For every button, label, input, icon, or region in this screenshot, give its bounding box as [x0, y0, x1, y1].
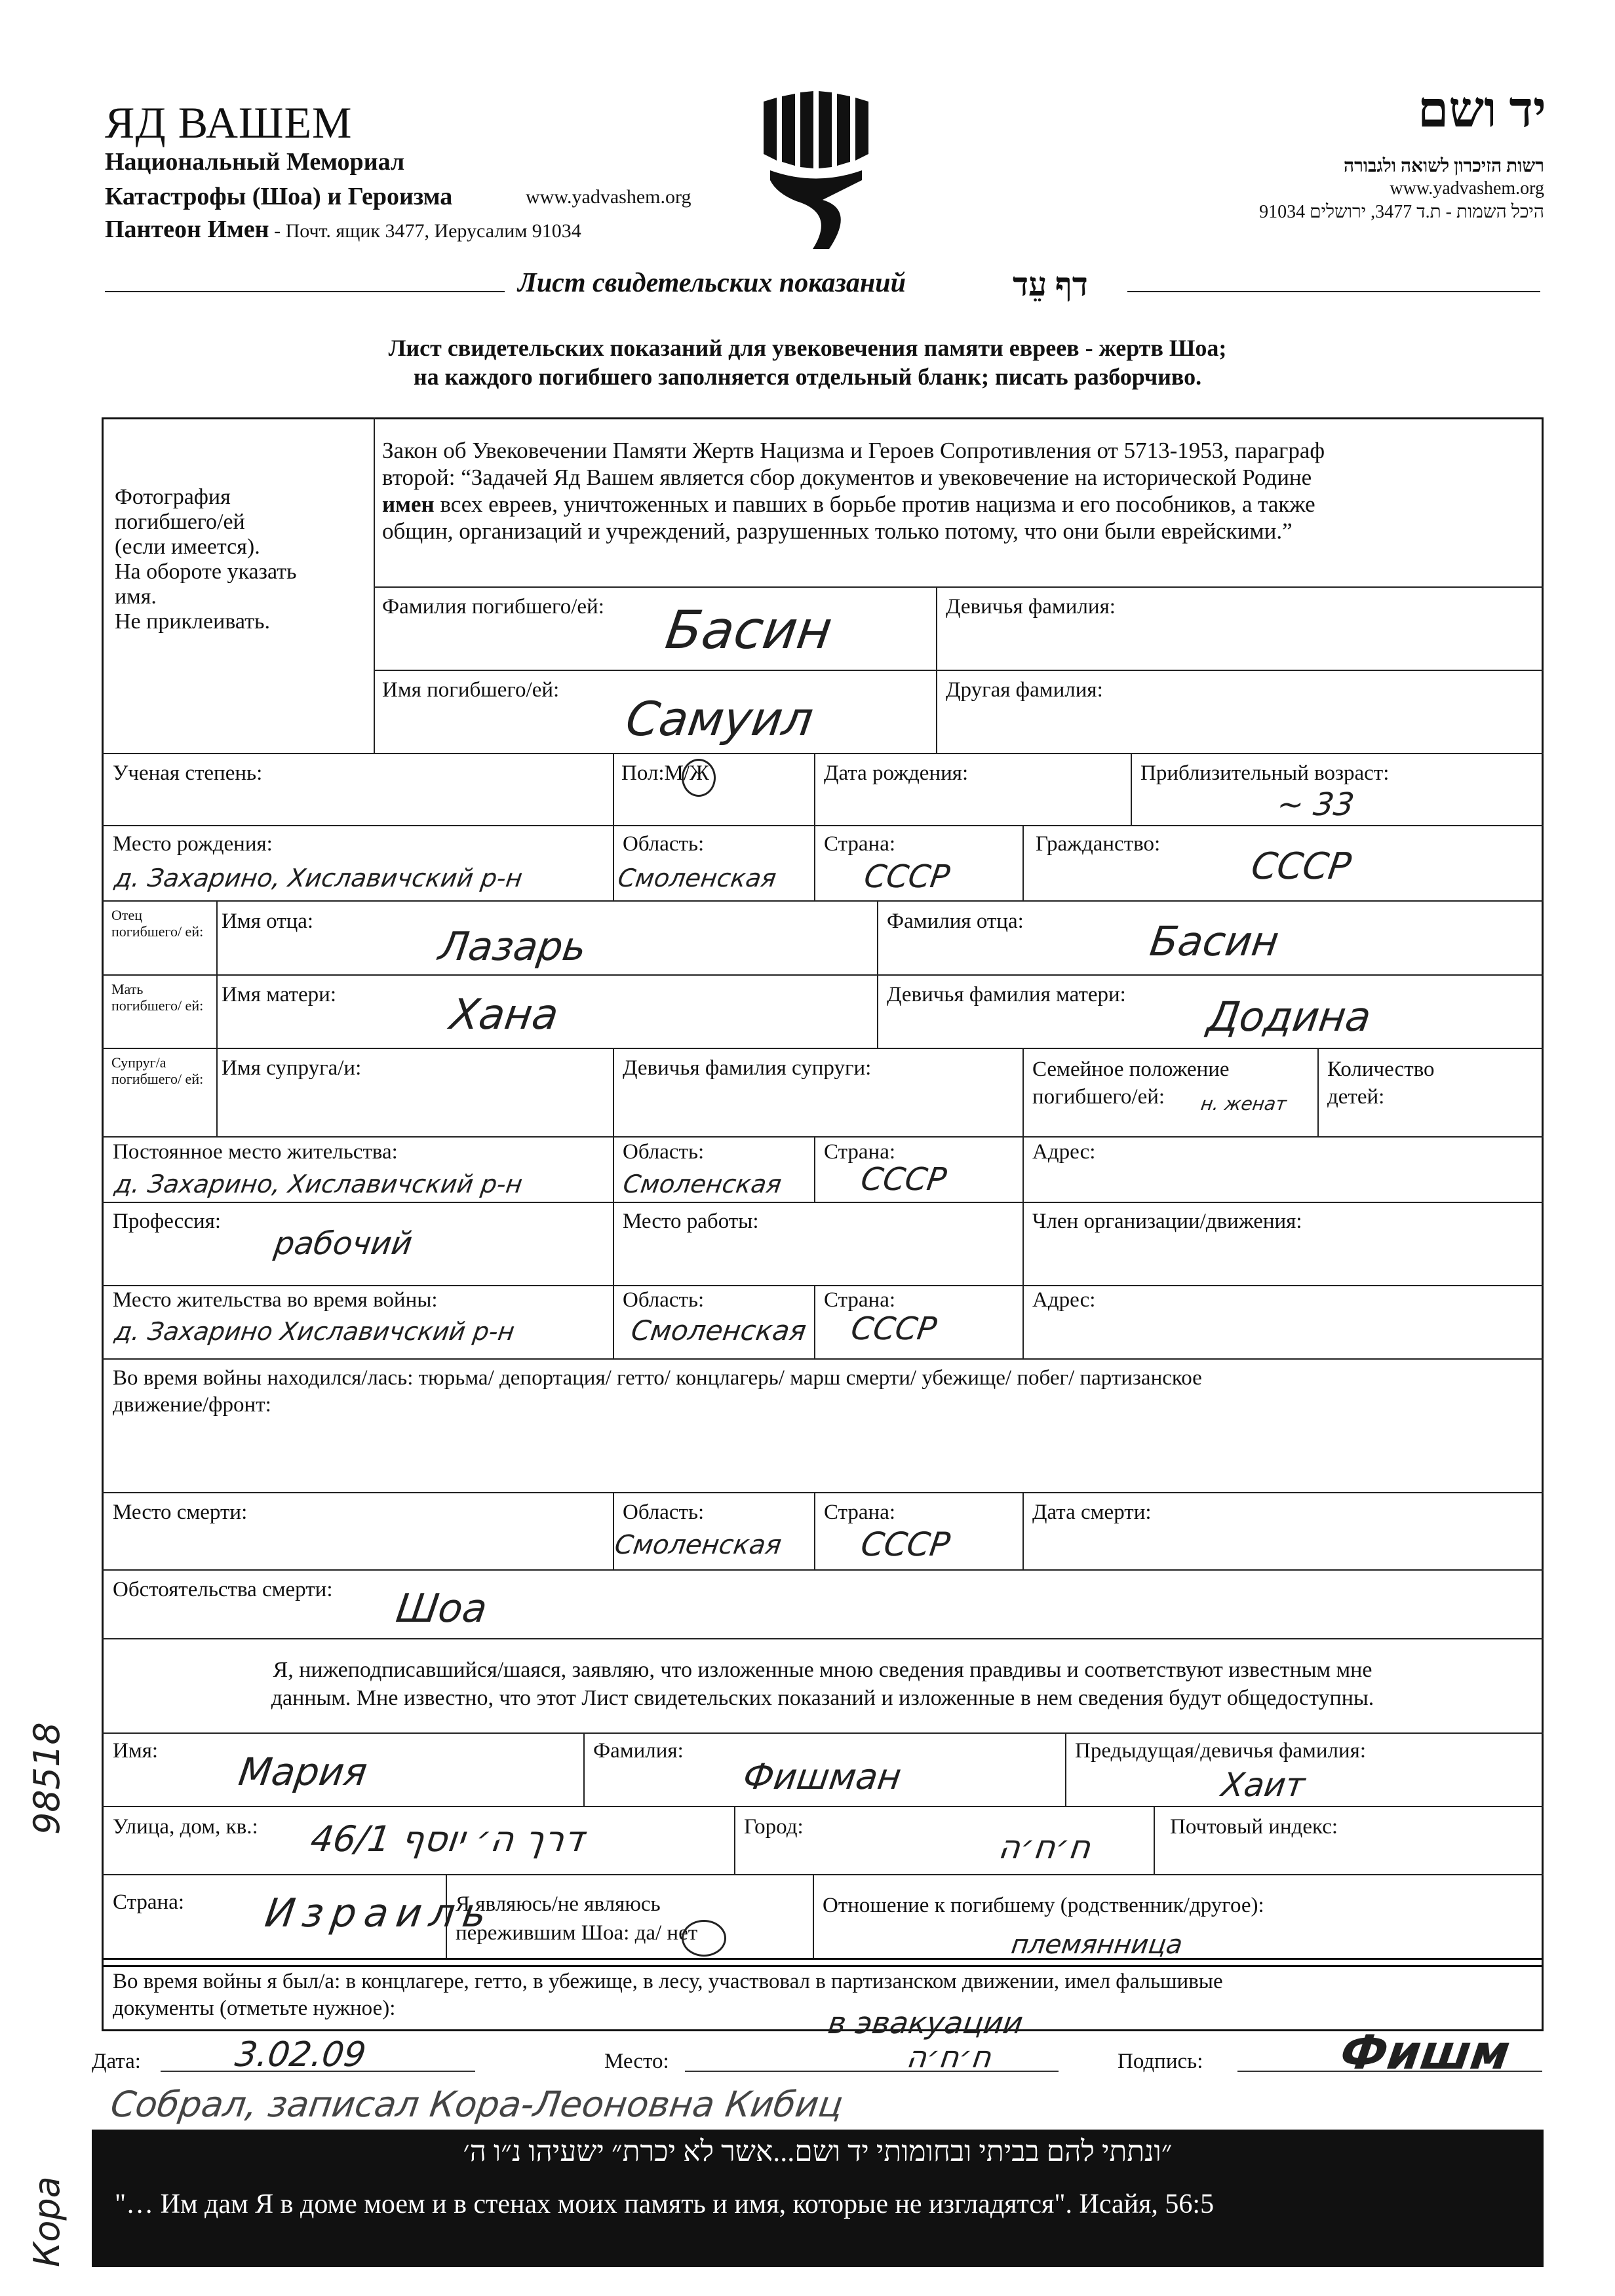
witness-surname-value[interactable]: Фишман [741, 1756, 904, 1797]
death-country-label: Страна: [824, 1501, 896, 1524]
place-line [685, 2071, 1059, 2072]
declaration-line-1: Я, нижеподписавшийся/шаяся, заявляю, что изложенные мною сведения правдивы и соответствуют известным мне [273, 1658, 1372, 1682]
title-rule-left [105, 291, 505, 292]
intro-line-1: Лист свидетельских показаний для увековечения памяти евреев - жертв Шоа; [388, 335, 1227, 361]
member-label: Член организации/движения: [1032, 1210, 1302, 1233]
menorah-logo-icon [757, 88, 875, 252]
birth-date-label: Дата рождения: [824, 761, 969, 785]
header-url-right: www.yadvashem.org [1390, 178, 1544, 199]
place-value[interactable]: ח׳ח׳ה [905, 2039, 994, 2075]
children-label-2: детей: [1327, 1085, 1385, 1109]
birth-country-value[interactable]: СССР [862, 858, 952, 895]
col-line-citizenship [1022, 825, 1024, 900]
law-text-1: Закон об Увековечении Памяти Жертв Нацизма и Героев Сопротивления от 5713-1953, параграф [382, 438, 1325, 463]
residence-label: Постоянное место жительства: [113, 1140, 398, 1164]
photo-text-2: погибшего/ей [115, 510, 245, 535]
row-line-father [102, 900, 1544, 902]
survivor-yes-option[interactable]: да [634, 1921, 655, 1945]
residence-value[interactable]: д. Захарино, Хиславичский р-н [113, 1170, 524, 1198]
row-line-witness-name [102, 1732, 1544, 1734]
signature-value[interactable]: Фишм [1337, 2025, 1513, 2080]
survivor-text: пережившим Шоа: [456, 1921, 630, 1945]
col-line-witness-zip [1154, 1806, 1155, 1874]
res-region-value[interactable]: Смоленская [621, 1170, 784, 1198]
photo-text-1: Фотография [115, 485, 231, 509]
header-line-2: Катастрофы (Шоа) и Героизма [105, 183, 453, 210]
col-line-children [1317, 1048, 1319, 1136]
death-country-value[interactable]: СССР [859, 1525, 953, 1563]
death-date-label: Дата смерти: [1032, 1501, 1152, 1524]
war-region-value[interactable]: Смоленская [629, 1314, 809, 1347]
photo-text-5: имя. [115, 584, 157, 609]
father-name-value[interactable]: Лазарь [436, 924, 589, 970]
surname-value[interactable]: Басин [662, 600, 836, 660]
witness-prev-value[interactable]: Хаит [1219, 1766, 1308, 1804]
maiden-label: Девичья фамилия: [946, 595, 1116, 619]
res-country-label: Страна: [824, 1140, 896, 1164]
marital-value[interactable]: н. женат [1199, 1093, 1288, 1115]
survivor-no-option[interactable]: нет [667, 1921, 698, 1945]
col-line-marital [1022, 1048, 1024, 1136]
witness-war-value[interactable]: в эвакуации [826, 2005, 1026, 2040]
degree-label: Ученая степень: [113, 761, 263, 785]
header-he-line-1: רשות הזיכרון לשואה ולגבורה [1343, 156, 1544, 176]
footer-quote-he: ״ונתתי להם בביתי ובחומותי יד ושם...אשר לא יכרת״ ישעיהו נ״ו ה׳ [463, 2135, 1173, 2168]
approx-age-label: Приблизительный возраст: [1140, 761, 1390, 785]
father-surname-label: Фамилия отца: [887, 909, 1024, 933]
spouse-side-label: Супруг/а погибшего/ ей: [111, 1054, 204, 1088]
law-bold-word: имен [382, 491, 435, 517]
row-line-birthplace [102, 825, 1544, 826]
first-name-label: Имя погибшего/ей: [382, 678, 560, 702]
mother-maiden-label: Девичья фамилия матери: [887, 983, 1126, 1006]
birth-place-label: Место рождения: [113, 832, 273, 856]
col-line-witness-prev [1065, 1732, 1066, 1806]
mother-side-label: Мать погибшего/ ей: [111, 981, 204, 1014]
war-address-label: Адрес: [1032, 1288, 1096, 1312]
header-line-3 [105, 215, 581, 244]
row-line-declaration [102, 1638, 1544, 1639]
date-value[interactable]: 3.02.09 [233, 2035, 368, 2075]
col-line-witness-relation [813, 1874, 814, 1958]
photo-text-4: На обороте указать [115, 560, 297, 584]
col-line-birth-country [814, 825, 815, 900]
witness-country-label: Страна: [113, 1890, 185, 1914]
witness-name-label: Имя: [113, 1739, 159, 1763]
sheet-title-he: דף עֵד [1013, 266, 1088, 303]
witness-survivor-label-2 [456, 1921, 697, 1945]
sex-label-text: Пол: [621, 761, 665, 785]
father-name-label: Имя отца: [222, 909, 314, 933]
col-line-death-country [814, 1492, 815, 1569]
death-circ-label: Обстоятельства смерти: [113, 1578, 333, 1601]
sheet-title-ru: Лист свидетельских показаний [518, 268, 906, 298]
witness-city-label: Город: [744, 1815, 804, 1839]
photo-divider [374, 417, 375, 753]
first-name-value[interactable]: Самуил [623, 691, 817, 746]
witness-street-value[interactable]: 46/1 דרך ה׳ יוסף [308, 1818, 587, 1860]
row-line-war-residence [102, 1285, 1544, 1286]
col-line-birthdate [814, 753, 815, 825]
profession-value[interactable]: рабочий [272, 1225, 415, 1262]
witness-city-value[interactable]: ח׳ח׳ה [996, 1828, 1093, 1866]
photo-text-6: Не приклеивать. [115, 609, 270, 634]
mother-maiden-value[interactable]: Додина [1205, 993, 1374, 1041]
row-line-surname [374, 586, 1544, 588]
col-line-res-address [1022, 1136, 1024, 1285]
father-side-label: Отец погибшего/ ей: [111, 907, 204, 940]
children-label-1: Количество [1327, 1058, 1435, 1081]
col-line-witness-surname [583, 1732, 585, 1806]
war-residence-value[interactable]: д. Захарино Хиславичский р-н [113, 1317, 516, 1346]
yad-vashem-title-he: יד ושם [1417, 83, 1546, 138]
res-address-label: Адрес: [1032, 1140, 1096, 1164]
birth-region-label: Область: [623, 832, 705, 856]
spouse-maiden-label: Девичья фамилия супруги: [623, 1056, 872, 1080]
row-line-war-status [102, 1358, 1544, 1360]
header-line-1: Национальный Мемориал [105, 148, 405, 176]
witness-street-label: Улица, дом, кв.: [113, 1815, 258, 1839]
yad-vashem-title-ru: ЯД ВАШЕМ [105, 98, 353, 147]
intro-line-2: на каждого погибшего заполняется отдельный бланк; писать разборчиво. [413, 364, 1202, 390]
death-region-value[interactable]: Смоленская [613, 1530, 784, 1560]
place-label: Место: [604, 2050, 669, 2073]
witness-zip-label: Почтовый индекс: [1170, 1815, 1338, 1839]
row-line-degree [102, 753, 1544, 754]
witness-war-label-2: документы (отметьте нужное): [113, 1997, 396, 2020]
sex-separator: / [683, 761, 690, 785]
signature-label: Подпись: [1118, 2050, 1203, 2073]
sex-f-option[interactable]: Ж [690, 761, 709, 785]
row-line-mother [102, 974, 1544, 976]
row-line-profession [102, 1202, 1544, 1203]
survivor-yes-circle-icon [682, 1920, 726, 1957]
col-line-spouse-maiden [613, 1048, 614, 1285]
death-region-label: Область: [623, 1501, 705, 1524]
war-residence-label: Место жительства во время войны: [113, 1288, 438, 1312]
law-text-4: общин, организаций и учреждений, разрушенных только потому, что они были еврейскими.” [382, 518, 1293, 544]
death-circ-value[interactable]: Шоа [393, 1586, 490, 1632]
mother-name-label: Имя матери: [222, 983, 336, 1006]
war-country-label: Страна: [824, 1288, 896, 1312]
war-country-value[interactable]: СССР [849, 1311, 939, 1347]
sex-m-circle-icon [682, 759, 716, 797]
surname-label: Фамилия погибшего/ей: [382, 595, 604, 619]
row-line-spouse [102, 1048, 1544, 1049]
approx-age-value[interactable]: ~ 33 [1275, 786, 1357, 823]
footer-quote-ru: "… Им дам Я в доме моем и в стенах моих память и имя, которые не изгладятся". Исайя, 56:5 [115, 2189, 1215, 2219]
birth-place-value[interactable]: д. Захарино, Хиславичский р-н [113, 864, 524, 892]
header-he-line-3: היכל השמות - ת.ד 3477, ירושלים 91034 [1259, 202, 1544, 222]
col-line-death-date [1022, 1492, 1024, 1569]
col-line-sex [613, 753, 614, 825]
col-line-birth-region [613, 825, 614, 900]
law-text-3-rest: всех евреев, уничтоженных и павших в борьбе против нацизма и его пособников, а также [434, 491, 1315, 517]
father-surname-value[interactable]: Басин [1147, 917, 1282, 965]
citizenship-label: Гражданство: [1036, 832, 1161, 856]
col-line-res-country [814, 1136, 815, 1202]
col-line-age [1131, 753, 1132, 825]
workplace-label: Место работы: [623, 1210, 759, 1233]
witness-war-label-1: Во время войны я был/а: в концлагере, гетто, в убежище, в лесу, участвовал в партизанском движении, имел фальшивые [113, 1970, 1223, 1993]
collected-note: Собрал, записал Кора-Леоновна Кибиц [108, 2084, 846, 2125]
declaration-line-2: данным. Мне известно, что этот Лист свидетельских показаний и изложенные в нем сведения будут общедоступны. [271, 1686, 1374, 1710]
res-country-value[interactable]: СССР [859, 1161, 949, 1198]
col-line-war-address [1022, 1285, 1024, 1358]
war-region-label: Область: [623, 1288, 705, 1312]
witness-surname-label: Фамилия: [593, 1739, 684, 1763]
photo-text-3: (если имеется). [115, 535, 260, 560]
header-line-3-rest: - Почт. ящик 3477, Иерусалим 91034 [269, 220, 581, 242]
law-text-2: второй: “Задачей Яд Вашем является сбор документов и увековечение на исторической Родине [382, 464, 1312, 490]
marital-label-2: погибшего/ей: [1032, 1085, 1165, 1109]
witness-prev-label: Предыдущая/девичья фамилия: [1075, 1739, 1367, 1763]
spouse-name-label: Имя супруга/и: [222, 1056, 362, 1080]
col-line-war-region [613, 1285, 614, 1358]
profession-label: Профессия: [113, 1210, 221, 1233]
row-line-death-place [102, 1492, 1544, 1493]
col-line-war-country [814, 1285, 815, 1358]
row-line-witness-street [102, 1806, 1544, 1807]
witness-country-value[interactable]: Израиль [262, 1890, 497, 1936]
citizenship-value[interactable]: СССР [1249, 845, 1354, 888]
witness-relation-label: Отношение к погибшему (родственник/другое): [823, 1894, 1264, 1917]
row-line-death-circ [102, 1569, 1544, 1571]
witness-survivor-label-1: Я являюсь/не являюсь [456, 1892, 661, 1916]
birth-region-value[interactable]: Смоленская [616, 864, 779, 892]
header-url-left: www.yadvashem.org [526, 186, 691, 208]
witness-relation-value[interactable]: племянница [1009, 1930, 1185, 1960]
header-line-3-bold: Пантеон Имен [105, 216, 269, 243]
photo-box-text [115, 485, 370, 634]
row-line-residence [102, 1136, 1544, 1138]
title-rule-right [1127, 291, 1540, 292]
row-line-first-name [374, 670, 1544, 671]
date-label: Дата: [92, 2050, 141, 2073]
sex-m-option[interactable]: М [664, 761, 684, 785]
margin-name: Кора [26, 2176, 68, 2267]
law-text [382, 438, 1536, 545]
margin-number: 98518 [26, 1722, 68, 1835]
col-line-relative-side [216, 900, 218, 1136]
war-status-label-2: движение/фронт: [113, 1393, 271, 1417]
col-line-witness-city [734, 1806, 735, 1874]
marital-label-1: Семейное положение [1032, 1058, 1230, 1081]
mother-name-value[interactable]: Хана [447, 991, 562, 1039]
survivor-separator: / [655, 1921, 662, 1945]
birth-country-label: Страна: [824, 832, 896, 856]
row-line-witness-country [102, 1874, 1544, 1875]
other-surname-label: Другая фамилия: [946, 678, 1103, 702]
witness-name-value[interactable]: Мария [236, 1750, 370, 1794]
res-region-label: Область: [623, 1140, 705, 1164]
death-place-label: Место смерти: [113, 1501, 248, 1524]
war-status-label-1: Во время войны находился/лась: тюрьма/ депортация/ гетто/ концлагерь/ марш смерти/ убежище/ побег/ партизанское [113, 1366, 1202, 1390]
law-text-3 [382, 491, 1536, 518]
